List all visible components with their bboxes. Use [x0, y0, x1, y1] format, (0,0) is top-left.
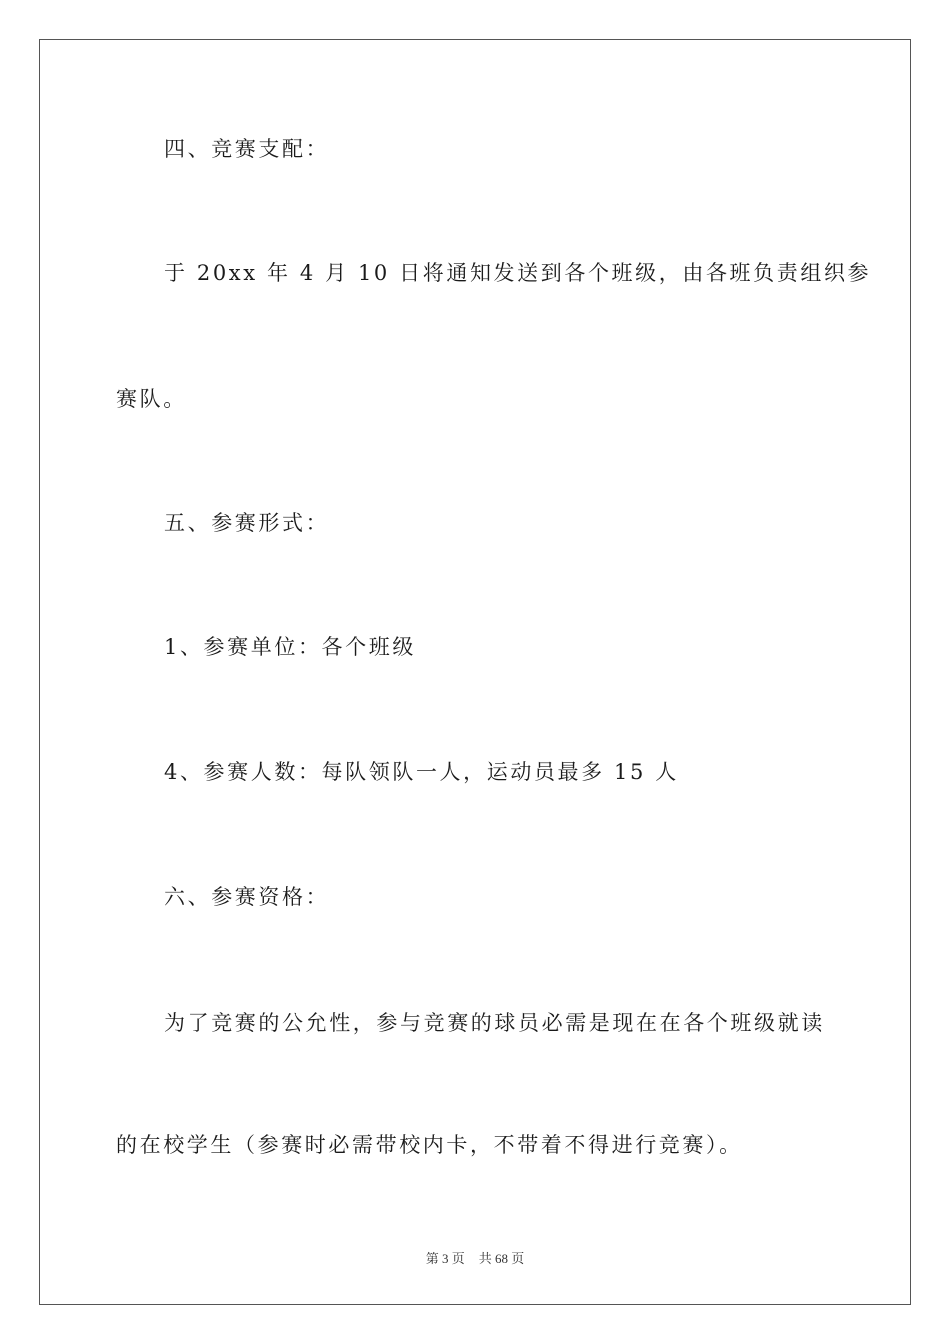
- page-footer: [0, 1248, 950, 1267]
- page-total: 共 68 页: [478, 1251, 525, 1266]
- section-heading-eligibility: 六、参赛资格：: [164, 885, 330, 909]
- page-number: 第 3 页: [425, 1251, 465, 1266]
- paragraph-schedule-line1: 于 20xx 年 4 月 10 日将通知发送到各个班级，由各班负责组织参: [164, 261, 872, 285]
- paragraph-eligibility-line1: 为了竞赛的公允性，参与竞赛的球员必需是现在在各个班级就读: [164, 1011, 825, 1035]
- section-heading-schedule: 四、竞赛支配：: [164, 137, 330, 161]
- page-border: [39, 39, 911, 1305]
- list-item-unit: 1、参赛单位：各个班级: [164, 635, 416, 659]
- section-heading-format: 五、参赛形式：: [164, 511, 330, 535]
- paragraph-eligibility-line2: 的在校学生（参赛时必需带校内卡，不带着不得进行竞赛）。: [116, 1133, 743, 1157]
- list-item-headcount: 4、参赛人数：每队领队一人，运动员最多 15 人: [164, 760, 679, 784]
- paragraph-schedule-line2: 赛队。: [116, 387, 187, 411]
